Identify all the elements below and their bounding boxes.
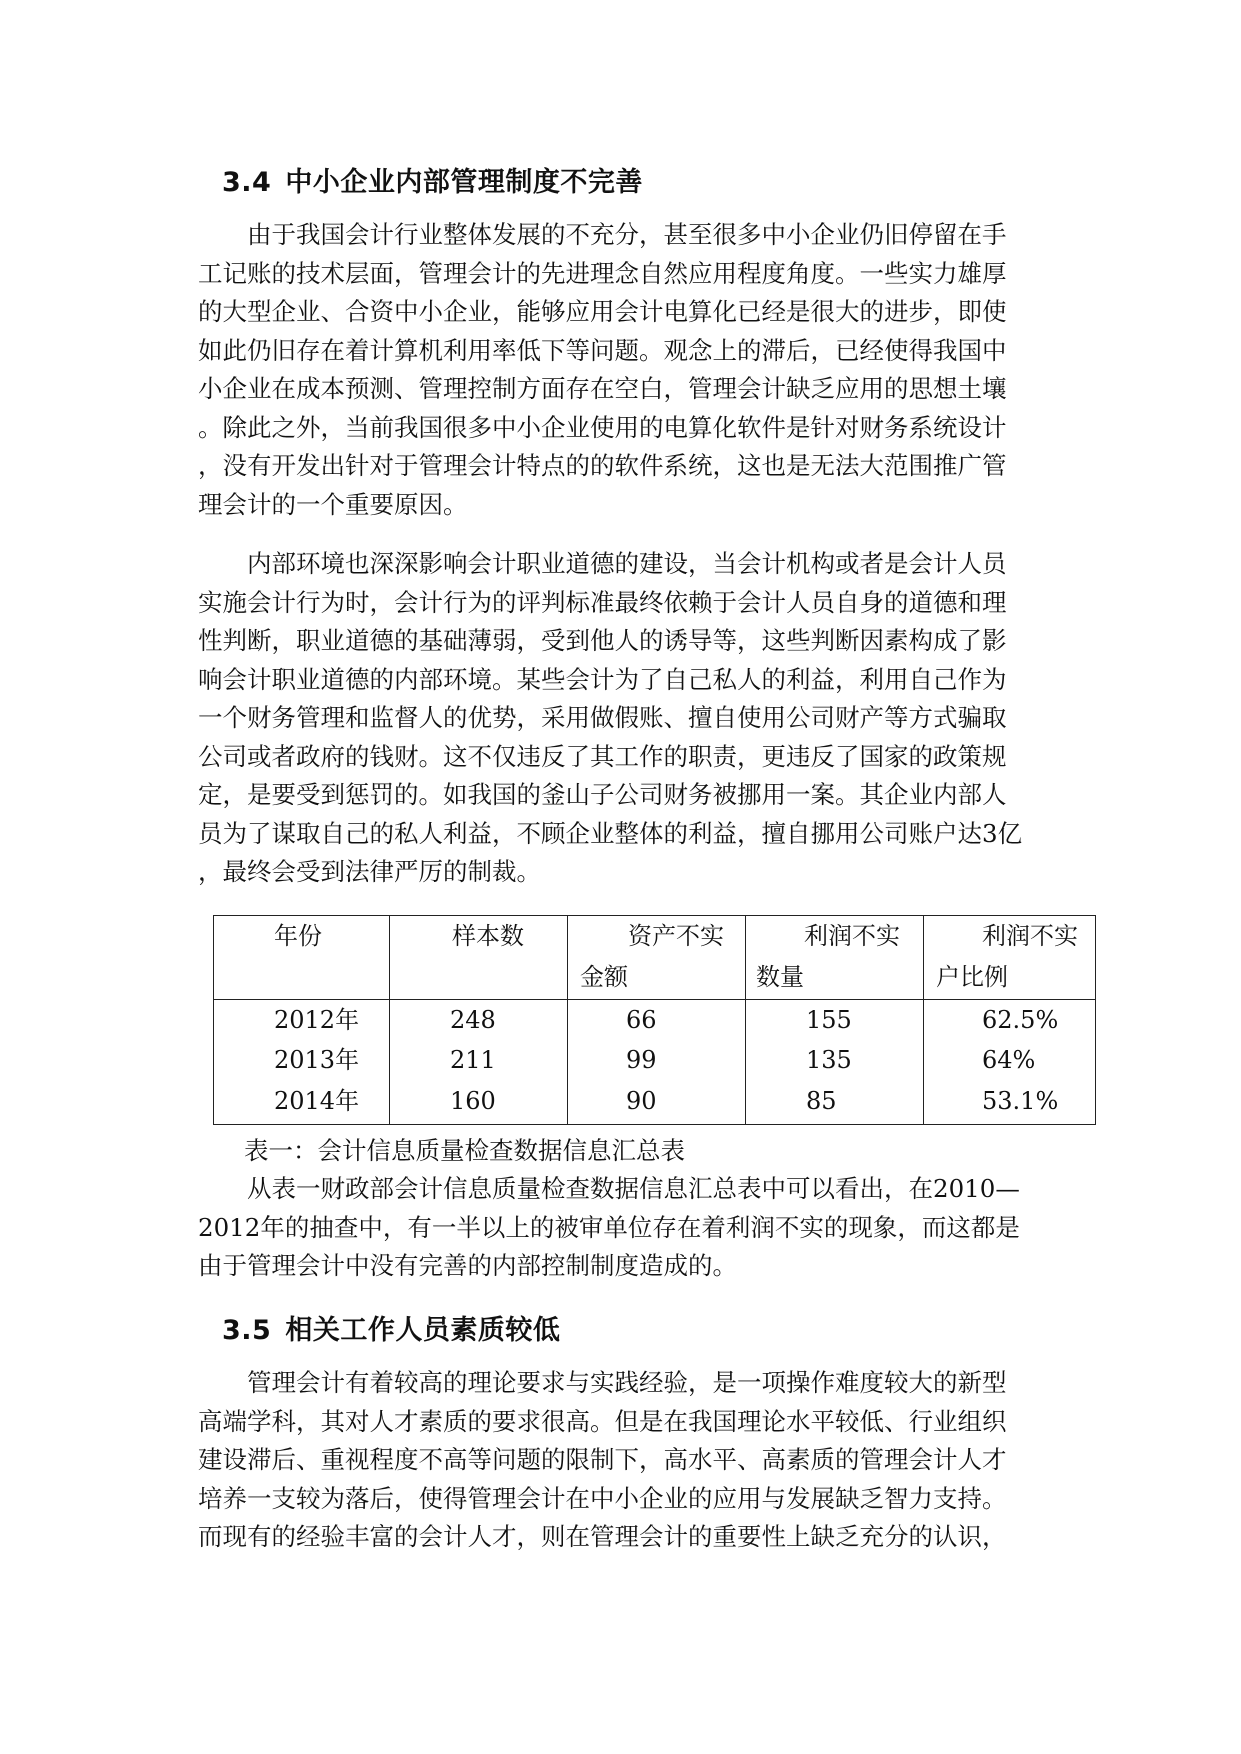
text-line: 员为了谋取自己的私人利益，不顾企业整体的利益，擅自挪用公司账户达3亿 — [198, 818, 1023, 848]
text-line: 。除此之外，当前我国很多中小企业使用的电算化软件是针对财务系统设计 — [198, 412, 1007, 442]
header-cell-profit-misstatement-count: 利润不实 数量 — [746, 916, 924, 1000]
text-line: 的大型企业、合资中小企业，能够应用会计电算化已经是很大的进步，即使 — [198, 297, 1007, 326]
table-data-column-profit-count — [746, 999, 924, 1124]
table-cell: 90 — [626, 1086, 657, 1115]
paragraph-management-concept — [198, 216, 1018, 524]
text-line: 如此仍旧存在着计算机利用率低下等问题。观念上的滞后，已经使得我国中 — [198, 335, 1007, 365]
table-cell: 99 — [626, 1046, 657, 1075]
table-cell: 248 — [450, 1005, 496, 1034]
text-line: 一个财务管理和监督人的优势，采用做假账、擅自使用公司财产等方式骗取 — [198, 703, 1007, 732]
text-line: 实施会计行为时，会计行为的评判标准最终依赖于会计人员自身的道德和理 — [198, 587, 1007, 617]
text-line: 内部环境也深深影响会计职业道德的建设，当会计机构或者是会计人员 — [198, 549, 1007, 578]
text-line: 建设滞后、重视程度不高等问题的限制下，高水平、高素质的管理会计人才 — [198, 1445, 1007, 1474]
text-line: 管理会计有着较高的理论要求与实践经验，是一项操作难度较大的新型 — [198, 1368, 1007, 1397]
table-cell: 53.1% — [982, 1086, 1059, 1115]
text-line: 由于我国会计行业整体发展的不充分，甚至很多中小企业仍旧停留在手 — [198, 220, 1007, 249]
table-data-column-year — [214, 999, 390, 1124]
paragraph-internal-environment — [198, 545, 1023, 892]
text-line: ，最终会受到法律严厉的制裁。 — [198, 857, 541, 886]
text-line: 而现有的经验丰富的会计人才，则在管理会计的重要性上缺乏充分的认识， — [198, 1522, 1007, 1551]
header-cell-profit-misstatement-ratio: 利润不实 户比例 — [924, 916, 1096, 1000]
section-heading-3-5 — [222, 1308, 560, 1347]
table-header-row — [214, 916, 1096, 1000]
table-cell: 155 — [806, 1005, 852, 1034]
section-heading-3-4 — [222, 160, 643, 199]
paragraph-staff-quality — [198, 1364, 1018, 1557]
table-cell: 135 — [806, 1046, 852, 1075]
text-line: 由于管理会计中没有完善的内部控制制度造成的。 — [198, 1251, 737, 1280]
table-cell: 2014年 — [274, 1086, 360, 1115]
table-data-column-sample — [390, 999, 568, 1124]
table-data-column-profit-ratio — [924, 999, 1096, 1124]
text-line: 2012年的抽查中，有一半以上的被审单位存在着利润不实的现象，而这都是 — [198, 1212, 1020, 1242]
text-line: 公司或者政府的钱财。这不仅违反了其工作的职责，更违反了国家的政策规 — [198, 741, 1007, 771]
table-cell: 64% — [982, 1046, 1036, 1075]
text-line: 性判断，职业道德的基础薄弱，受到他人的诱导等，这些判断因素构成了影 — [198, 626, 1007, 655]
table-cell: 85 — [806, 1086, 837, 1115]
header-cell-sample-count: 样本数 — [390, 916, 568, 1000]
table-cell: 2012年 — [274, 1005, 360, 1034]
table-cell: 62.5% — [982, 1005, 1059, 1034]
section-number: 3.4 — [222, 167, 272, 198]
section-title: 中小企业内部管理制度不完善 — [285, 167, 643, 198]
table-cell: 160 — [450, 1086, 496, 1115]
section-title: 相关工作人员素质较低 — [285, 1315, 561, 1346]
paragraph-table-analysis — [198, 1170, 1018, 1286]
table-cell: 211 — [450, 1046, 496, 1075]
table-data-row — [214, 999, 1096, 1124]
text-line: 工记账的技术层面，管理会计的先进理念自然应用程度角度。一些实力雄厚 — [198, 258, 1007, 288]
table-cell: 2013年 — [274, 1046, 360, 1075]
text-line: 从表一财政部会计信息质量检查数据信息汇总表中可以看出，在2010— — [198, 1174, 1020, 1203]
text-line: 小企业在成本预测、管理控制方面存在空白，管理会计缺乏应用的思想土壤 — [198, 374, 1007, 403]
header-cell-asset-misstatement: 资产不实 金额 — [568, 916, 746, 1000]
audit-summary-table — [213, 915, 1096, 1125]
section-number: 3.5 — [222, 1315, 272, 1346]
table-cell: 66 — [626, 1005, 657, 1034]
text-line: ，没有开发出针对于管理会计特点的的软件系统，这也是无法大范围推广管 — [198, 451, 1007, 480]
text-line: 定，是要受到惩罚的。如我国的釜山子公司财务被挪用一案。其企业内部人 — [198, 780, 1007, 809]
text-line: 培养一支较为落后，使得管理会计在中小企业的应用与发展缺乏智力支持。 — [198, 1483, 1007, 1513]
table-caption: 表一：会计信息质量检查数据信息汇总表 — [244, 1136, 685, 1165]
text-line: 理会计的一个重要原因。 — [198, 489, 468, 519]
text-line: 高端学科，其对人才素质的要求很高。但是在我国理论水平较低、行业组织 — [198, 1406, 1007, 1436]
header-cell-year: 年份 — [214, 916, 390, 1000]
table-data-column-asset — [568, 999, 746, 1124]
text-line: 响会计职业道德的内部环境。某些会计为了自己私人的利益，利用自己作为 — [198, 664, 1007, 694]
